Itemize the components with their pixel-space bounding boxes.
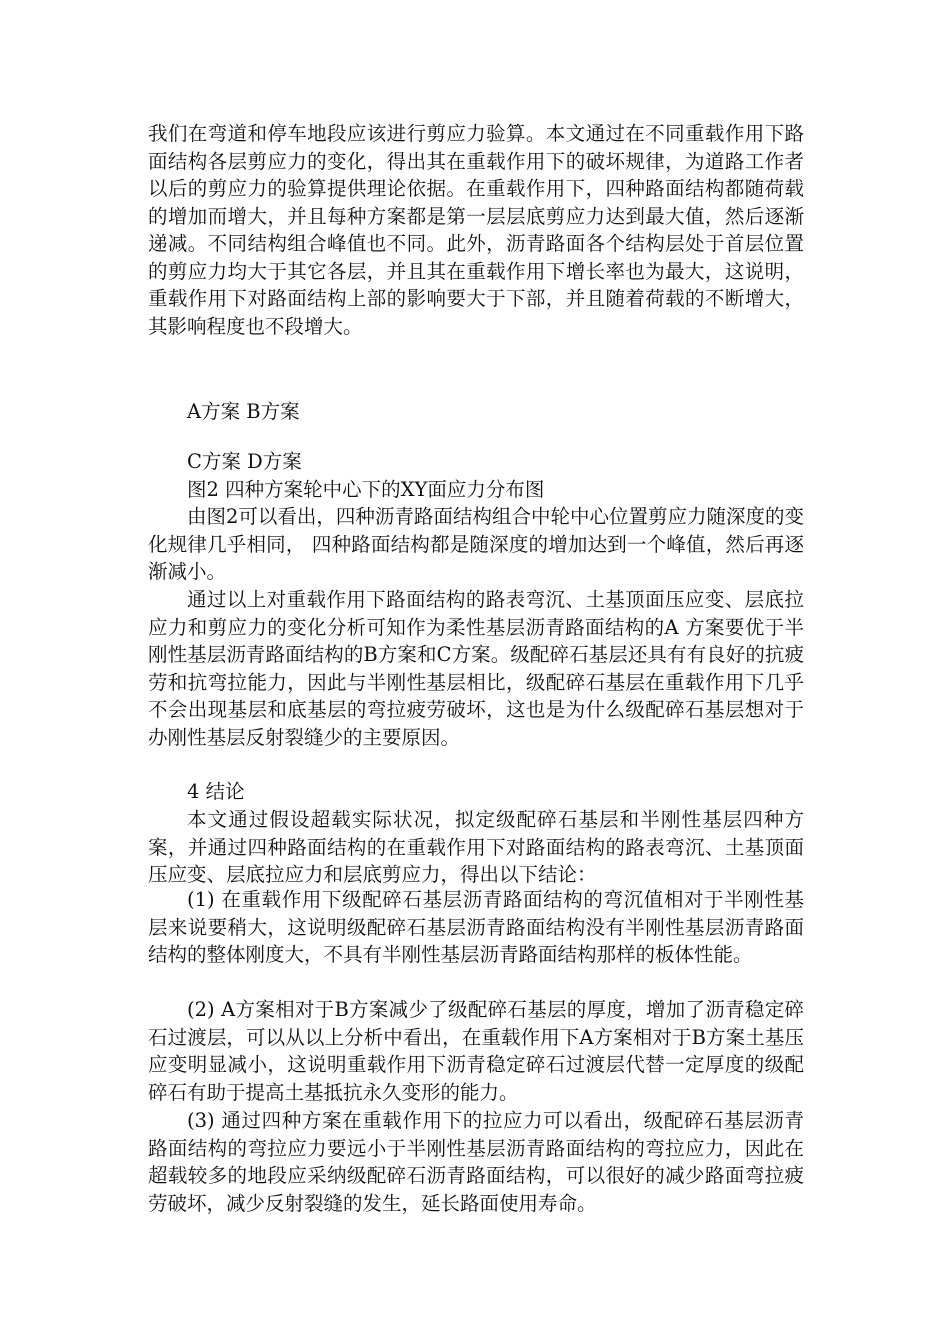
- paragraph-conclusion-intro: 本文通过假设超载实际状况，拟定级配碎石基层和半刚性基层四种方案，并通过四种路面结构的在重载作用下对路面结构的路表弯沉、土基顶面压应变、层底拉应力和层底剪应力，得出以下结论：: [148, 808, 804, 886]
- paragraph-figure-analysis: 由图2可以看出，四种沥青路面结构组合中轮中心位置剪应力随深度的变化规律几乎相同， 四种路面结构都是随深度的增加达到一个峰值，然后再逐渐减小。: [148, 505, 804, 583]
- paragraph-comparison-summary: 通过以上对重载作用下路面结构的路表弯沉、土基顶面压应变、层底拉应力和剪应力的变化分析可知作为柔性基层沥青路面结构的A 方案要优于半刚性基层沥青路面结构的B方案和C方案。级配碎石基层还具有有良好的抗疲劳和抗弯拉能力，因此与半刚性基层相比，级配碎石基层在重载作用下几乎不会出现基层和底基层的弯拉疲劳破坏，这也是为什么级配碎石基层想对于办刚性基层反射裂缝少的主要原因。: [148, 588, 804, 749]
- section-heading-conclusion: 4 结论: [187, 780, 245, 803]
- figure-label-row-2: C方案 D方案: [187, 450, 302, 473]
- conclusion-item-1: (1) 在重载作用下级配碎石基层沥青路面结构的弯沉值相对于半刚性基层来说要稍大，这说明级配碎石基层沥青路面结构没有半刚性基层沥青路面结构的整体刚度大，不具有半刚性基层沥青路面结构那样的板体性能。: [148, 888, 804, 966]
- figure-label-row-1: A方案 B方案: [187, 400, 300, 423]
- conclusion-item-3: (3) 通过四种方案在重载作用下的拉应力可以看出，级配碎石基层沥青路面结构的弯拉应力要远小于半刚性基层沥青路面结构的弯拉应力，因此在超载较多的地段应采纳级配碎石沥青路面结构，可以很好的减少路面弯拉疲劳破坏，减少反射裂缝的发生，延长路面使用寿命。: [148, 1109, 804, 1215]
- paragraph-shear-stress-analysis: 我们在弯道和停车地段应该进行剪应力验算。本文通过在不同重载作用下路面结构各层剪应力的变化，得出其在重载作用下的破坏规律，为道路工作者以后的剪应力的验算提供理论依据。在重载作用下，四种路面结构都随荷载的增加而增大，并且每种方案都是第一层层底剪应力达到最大值，然后逐渐递减。不同结构组合峰值也不同。此外，沥青路面各个结构层处于首层位置的剪应力均大于其它各层，并且其在重载作用下增长率也为最大，这说明，重载作用下对路面结构上部的影响要大于下部，并且随着荷载的不断增大，其影响程度也不段增大。: [148, 122, 804, 338]
- figure-caption: 图2 四种方案轮中心下的XY面应力分布图: [187, 478, 545, 501]
- conclusion-item-2: (2) A方案相对于B方案减少了级配碎石基层的厚度，增加了沥青稳定碎石过渡层，可以从以上分析中看出，在重载作用下A方案相对于B方案土基压应变明显减小，这说明重载作用下沥青稳定碎石过渡层代替一定厚度的级配碎石有助于提高土基抵抗永久变形的能力。: [148, 998, 804, 1104]
